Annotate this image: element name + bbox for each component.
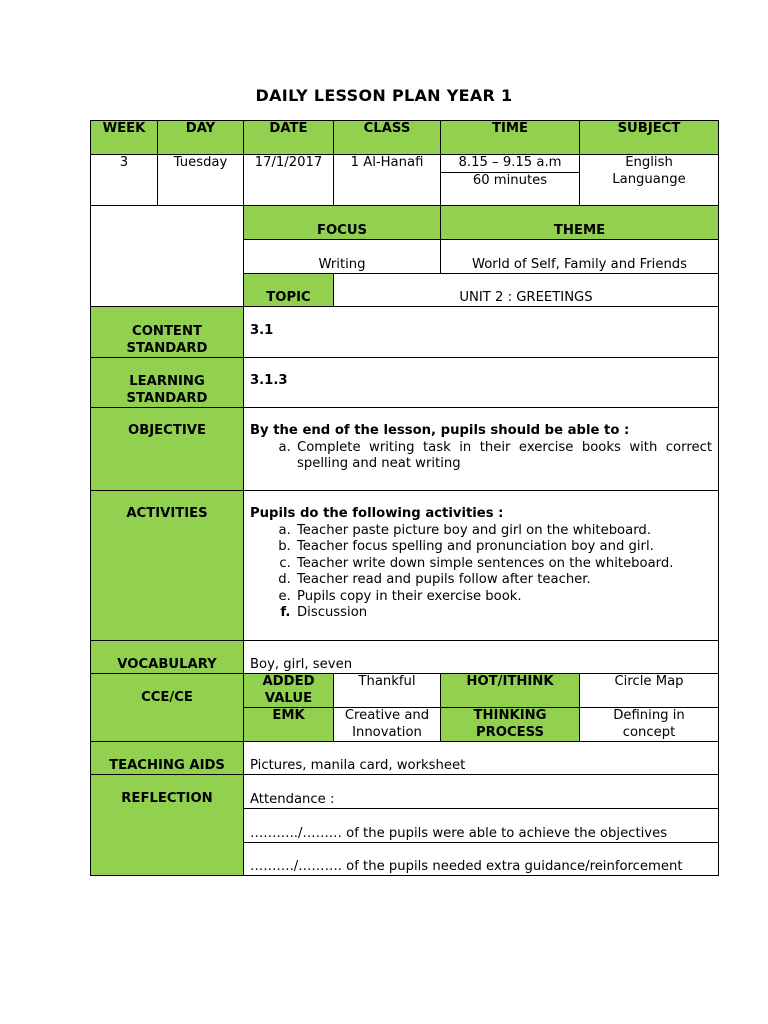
vocabulary-row bbox=[91, 641, 719, 674]
objective-label: OBJECTIVE bbox=[91, 408, 244, 491]
cce-label: CCE/CE bbox=[91, 674, 244, 742]
activities-cell bbox=[244, 491, 719, 641]
objective-intro: By the end of the lesson, pupils should be able to : bbox=[250, 423, 630, 438]
teaching-aids-value: Pictures, manila card, worksheet bbox=[244, 742, 719, 775]
thinking-process-label-line2: PROCESS bbox=[475, 724, 545, 740]
date-value: 17/1/2017 bbox=[244, 155, 334, 206]
reflection-label: REFLECTION bbox=[91, 775, 244, 876]
class-header: CLASS bbox=[334, 121, 441, 155]
thinking-process-value bbox=[580, 708, 719, 742]
cce-row-1 bbox=[91, 674, 719, 708]
emk-label: EMK bbox=[244, 708, 334, 742]
date-header: DATE bbox=[244, 121, 334, 155]
page-title: DAILY LESSON PLAN YEAR 1 bbox=[255, 86, 513, 105]
day-header: DAY bbox=[158, 121, 244, 155]
activities-label: ACTIVITIES bbox=[91, 491, 244, 641]
subject-value-line2: Languange bbox=[612, 171, 686, 187]
hot-ithink-label: HOT/ITHINK bbox=[441, 674, 580, 708]
week-header: WEEK bbox=[91, 121, 158, 155]
added-value: Thankful bbox=[334, 674, 441, 708]
vocabulary-value: Boy, girl, seven bbox=[244, 641, 719, 674]
objective-list bbox=[250, 440, 712, 473]
thinking-process-label-line1: THINKING bbox=[473, 708, 547, 723]
week-value: 3 bbox=[91, 155, 158, 206]
theme-value: World of Self, Family and Friends bbox=[441, 240, 719, 274]
subject-value-line1: English bbox=[625, 155, 673, 170]
activity-item: c. Teacher write down simple sentences on the whiteboard. bbox=[295, 556, 712, 573]
added-value-label bbox=[244, 674, 334, 708]
emk-value-line1: Creative and bbox=[344, 708, 430, 723]
focus-value: Writing bbox=[244, 240, 441, 274]
focus-theme-header-row bbox=[91, 206, 719, 240]
reflection-achieved: ………../……… of the pupils were able to achieve the objectives bbox=[244, 809, 719, 843]
activity-item: b. Teacher focus spelling and pronunciation boy and girl. bbox=[295, 539, 712, 556]
time-cell bbox=[441, 155, 580, 206]
thinking-process-value-line2: concept bbox=[622, 724, 676, 740]
blank-cell bbox=[91, 206, 244, 307]
activity-item: e. Pupils copy in their exercise book. bbox=[295, 589, 712, 606]
added-value-label-line1: ADDED bbox=[262, 674, 315, 689]
focus-label: FOCUS bbox=[244, 206, 441, 240]
hot-ithink-value: Circle Map bbox=[580, 674, 719, 708]
activities-intro: Pupils do the following activities : bbox=[250, 506, 504, 521]
vocabulary-label: VOCABULARY bbox=[91, 641, 244, 674]
time-value: 8.15 – 9.15 a.m bbox=[458, 155, 562, 170]
emk-value bbox=[334, 708, 441, 742]
subject-header: SUBJECT bbox=[580, 121, 719, 155]
teaching-aids-row bbox=[91, 742, 719, 775]
learning-standard-label-line2: STANDARD bbox=[126, 390, 208, 406]
activities-list bbox=[250, 523, 712, 622]
learning-standard-label bbox=[91, 358, 244, 408]
duration-value: 60 minutes bbox=[441, 172, 579, 190]
activities-row bbox=[91, 491, 719, 641]
activity-item-last bbox=[295, 605, 712, 622]
lesson-plan-table bbox=[90, 120, 719, 876]
content-standard-label-line1: CONTENT bbox=[132, 324, 202, 339]
thinking-process-label bbox=[441, 708, 580, 742]
content-standard-value: 3.1 bbox=[244, 307, 719, 358]
reflection-row-1 bbox=[91, 775, 719, 809]
subject-cell bbox=[580, 155, 719, 206]
objective-item: a. Complete writing task in their exercise books with correct spelling and neat writing bbox=[295, 440, 712, 473]
objective-cell bbox=[244, 408, 719, 491]
objective-row bbox=[91, 408, 719, 491]
learning-standard-label-line1: LEARNING bbox=[129, 374, 205, 389]
added-value-label-line2: VALUE bbox=[264, 690, 313, 706]
topic-value: UNIT 2 : GREETINGS bbox=[334, 274, 719, 307]
day-value: Tuesday bbox=[158, 155, 244, 206]
emk-value-line2: Innovation bbox=[352, 724, 422, 740]
topic-label: TOPIC bbox=[244, 274, 334, 307]
class-value: 1 Al-Hanafi bbox=[334, 155, 441, 206]
activity-item-text: Discussion bbox=[297, 605, 368, 620]
reflection-guidance: ………./………. of the pupils needed extra guidance/reinforcement bbox=[244, 843, 719, 876]
theme-label: THEME bbox=[441, 206, 719, 240]
activity-item: d. Teacher read and pupils follow after teacher. bbox=[295, 572, 712, 589]
thinking-process-value-line1: Defining in bbox=[613, 708, 685, 723]
learning-standard-row bbox=[91, 358, 719, 408]
reflection-attendance: Attendance : bbox=[244, 775, 719, 809]
content-standard-label bbox=[91, 307, 244, 358]
header-row bbox=[91, 121, 719, 155]
teaching-aids-label: TEACHING AIDS bbox=[91, 742, 244, 775]
activity-item: a. Teacher paste picture boy and girl on the whiteboard. bbox=[295, 523, 712, 540]
info-row bbox=[91, 155, 719, 206]
content-standard-row bbox=[91, 307, 719, 358]
content-standard-label-line2: STANDARD bbox=[126, 340, 208, 356]
learning-standard-value: 3.1.3 bbox=[244, 358, 719, 408]
time-header: TIME bbox=[441, 121, 580, 155]
